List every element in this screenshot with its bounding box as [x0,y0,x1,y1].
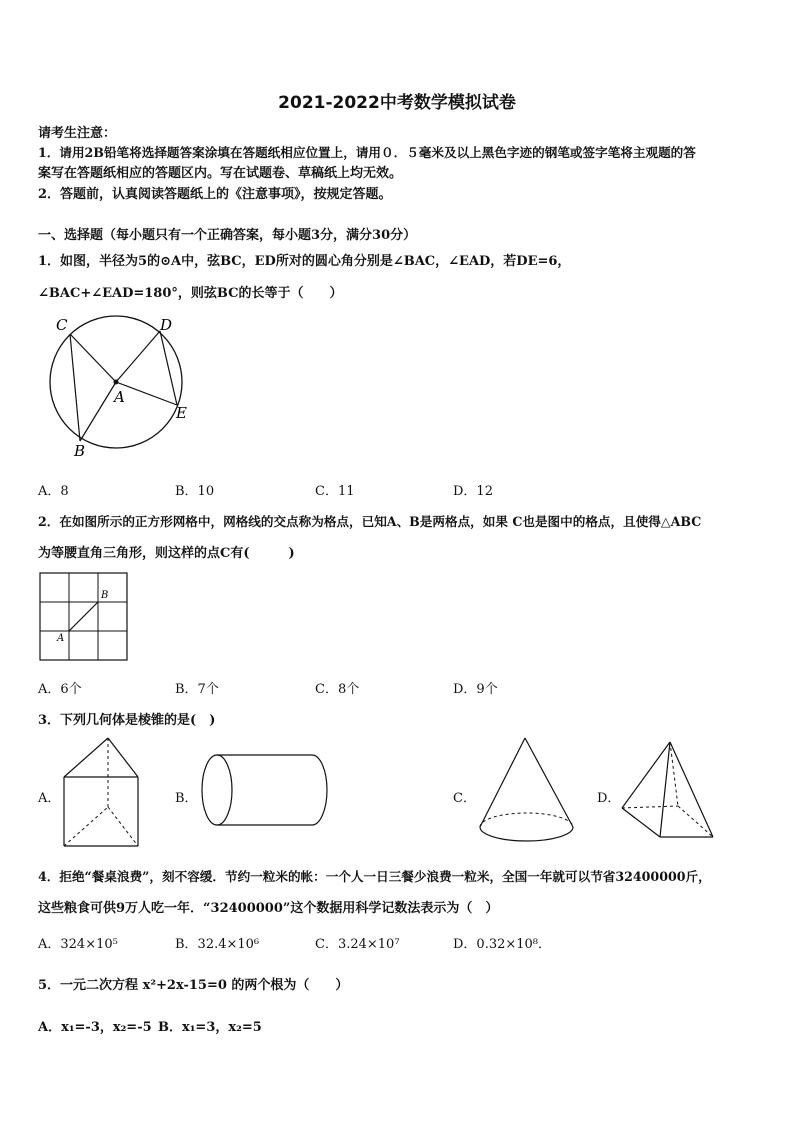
section-heading: 一、选择题（每小题只有一个正确答案，每小题3分，满分30分） [38,228,417,243]
q2-label-a: A [57,633,65,644]
notice-line-3: 2．答题前，认真阅读答题纸上的《注意事项》，按规定答题。 [38,187,392,202]
q3-option-c[interactable]: C． [453,791,476,806]
q3-cone-figure [470,735,580,845]
q3-stem: 3．下列几何体是棱锥的是( ) [38,713,216,728]
q5-option-a[interactable]: A．x₁=-3，x₂=-5 [38,1020,152,1035]
q1-label-c: C [56,316,68,334]
q1-circle-figure [44,310,204,460]
q2-label-b: B [101,590,109,601]
q2-stem-line-2: 为等腰直角三角形，则这样的点C有( ) [38,546,295,561]
q1-option-b[interactable]: B．10 [175,484,215,499]
q1-option-c[interactable]: C．11 [315,484,355,499]
q5-stem: 5．一元二次方程 x²+2x-15=0 的两个根为（ ） [38,978,349,993]
q1-stem-line-1: 1．如图，半径为5的⊙A中，弦BC，ED所对的圆心角分别是∠BAC，∠EAD，若DE=6， [38,254,571,269]
q2-option-c[interactable]: C．8个 [315,682,360,697]
q2-option-d[interactable]: D．9个 [453,682,498,697]
q2-grid-figure [38,571,130,663]
q4-option-a[interactable]: A．324×10⁵ [38,937,118,952]
notice-heading: 请考生注意： [38,126,117,141]
q2-stem-line-1: 2．在如图所示的正方形网格中，网格线的交点称为格点，已知A、B是两格点，如果 C也是图中的格点，且使得△ABC [38,514,702,529]
q1-option-a[interactable]: A．8 [38,484,69,499]
q1-option-d[interactable]: D．12 [453,484,493,499]
q5-option-b[interactable]: B．x₁=3，x₂=5 [158,1020,262,1035]
q3-option-a[interactable]: A． [38,791,61,806]
q1-label-e: E [176,404,187,422]
q2-option-a[interactable]: A．6个 [38,682,82,697]
notice-line-2: 案写在答题纸相应的答题区内。写在试题卷、草稿纸上均无效。 [38,166,403,181]
q4-stem-line-2: 这些粮食可供9万人吃一年．“32400000”这个数据用科学记数法表示为（ ） [38,901,499,916]
q3-cylinder-figure [198,750,330,832]
q4-option-b[interactable]: B．32.4×10⁶ [175,937,260,952]
q1-label-b: B [74,442,86,460]
q1-label-a: A [114,388,125,406]
page-title: 2021-2022中考数学模拟试卷 [278,93,516,113]
q3-pyramid-figure [618,738,718,843]
q2-option-b[interactable]: B．7个 [175,682,219,697]
q4-option-c[interactable]: C．3.24×10⁷ [315,937,400,952]
q3-prism-figure [58,735,148,850]
q1-label-d: D [160,316,173,334]
q4-option-d[interactable]: D．0.32×10⁸． [453,937,552,952]
q3-option-b[interactable]: B． [175,791,198,806]
q4-stem-line-1: 4．拒绝“餐桌浪费”，刻不容缓．节约一粒米的帐：一个人一日三餐少浪费一粒米，全国一年就可以节省32400000斤， [38,869,711,884]
q3-option-d[interactable]: D． [597,791,621,806]
notice-line-1: 1．请用2B铅笔将选择题答案涂填在答题纸相应位置上，请用０．５毫米及以上黑色字迹的钢笔或签字笔将主观题的答 [38,145,696,160]
q1-stem-line-2: ∠BAC+∠EAD=180°，则弦BC的长等于（ ） [38,286,343,301]
